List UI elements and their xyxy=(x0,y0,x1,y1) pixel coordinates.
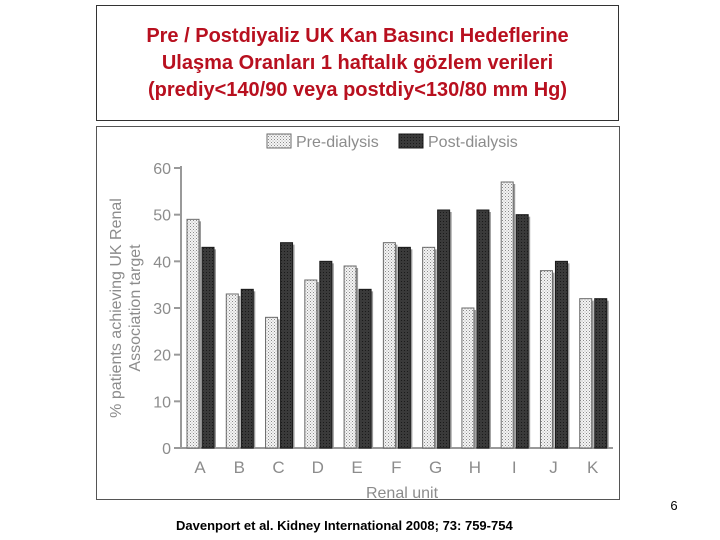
bar-post-B xyxy=(241,289,253,448)
y-tick-label: 0 xyxy=(162,441,171,458)
bar-pre-I xyxy=(501,182,513,448)
y-axis-label-line-2: Association target xyxy=(127,244,144,372)
legend-label-post: Post-dialysis xyxy=(428,134,518,151)
bar-pre-H xyxy=(462,308,474,448)
y-tick-label: 30 xyxy=(153,301,171,318)
x-tick-label: I xyxy=(511,458,517,477)
bar-pre-E xyxy=(344,266,356,448)
bar-post-H xyxy=(477,210,489,448)
bar-post-D xyxy=(320,261,332,448)
x-axis-label: Renal unit xyxy=(365,485,439,501)
x-tick-label: G xyxy=(429,458,443,477)
bar-post-G xyxy=(438,210,450,448)
title-line-2: Ulaşma Oranları 1 haftalık gözlem verileri xyxy=(161,51,554,74)
legend-swatch-post xyxy=(399,134,423,148)
y-tick-label: 60 xyxy=(153,161,171,178)
x-tick-label: C xyxy=(272,458,285,477)
x-tick-label: H xyxy=(468,458,482,477)
bar-pre-G xyxy=(423,247,435,448)
bar-pre-A xyxy=(187,219,199,448)
x-tick-label: E xyxy=(351,458,363,477)
x-tick-label: J xyxy=(549,458,558,477)
bar-post-K xyxy=(595,299,607,448)
bar-post-J xyxy=(555,261,567,448)
x-tick-label: K xyxy=(587,458,599,477)
title-line-1: Pre / Postdiyaliz UK Kan Basıncı Hedeflerine xyxy=(146,24,569,47)
y-tick-label: 20 xyxy=(153,347,171,365)
chart-frame xyxy=(96,126,620,500)
y-tick-label: 10 xyxy=(153,394,171,412)
title-box xyxy=(96,5,619,121)
bar-post-A xyxy=(202,247,214,448)
y-axis-label-line-1: % patients achieving UK Renal xyxy=(108,198,125,418)
page-number: 6 xyxy=(670,498,678,513)
bar-pre-D xyxy=(305,280,317,448)
bar-pre-K xyxy=(580,299,592,448)
bar-post-E xyxy=(359,289,371,448)
x-tick-label: F xyxy=(391,458,402,477)
bar-pre-J xyxy=(540,271,552,448)
y-tick-label: 40 xyxy=(153,254,171,272)
x-tick-label: A xyxy=(194,458,206,477)
bar-pre-F xyxy=(383,243,395,448)
bar-chart xyxy=(97,127,621,501)
bar-post-C xyxy=(281,243,293,448)
y-tick-label: 50 xyxy=(153,207,171,225)
bar-post-F xyxy=(398,247,410,448)
bar-pre-B xyxy=(226,294,238,448)
legend-swatch-pre xyxy=(267,134,291,148)
bar-post-I xyxy=(516,215,528,448)
title-line-3: (prediy<140/90 veya postdiy<130/80 mm Hg) xyxy=(147,78,568,101)
x-tick-label: B xyxy=(233,458,245,477)
x-tick-label: D xyxy=(311,458,324,477)
citation: Davenport et al. Kidney International 2008; 73: 759-754 xyxy=(176,518,513,533)
legend-label-pre: Pre-dialysis xyxy=(296,134,379,151)
bar-pre-C xyxy=(266,317,278,448)
